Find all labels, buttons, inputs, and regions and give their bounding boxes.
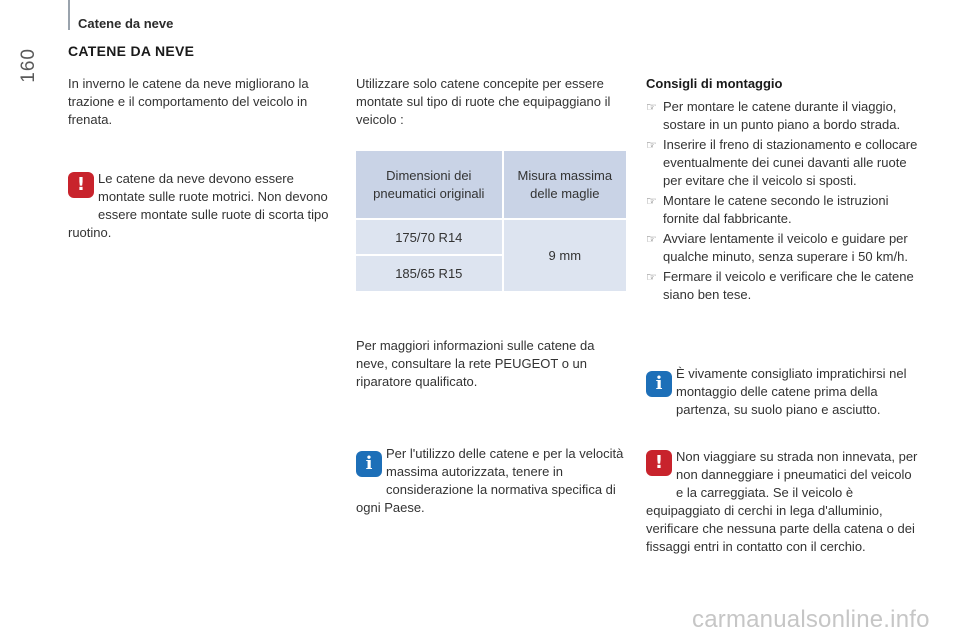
mounting-tips bbox=[646, 75, 918, 306]
info-note-practice bbox=[646, 365, 918, 419]
list-item: ☞ Montare le catene secondo le istruzioni fornite dal fabbricante. bbox=[646, 193, 889, 226]
tyre-chain-table bbox=[356, 151, 626, 291]
table-header-mesh: Misura massima delle maglie bbox=[503, 151, 626, 219]
section-title: CATENE DA NEVE bbox=[68, 43, 195, 59]
list-item: ☞ Avviare lentamente il veicolo e guidare per qualche minuto, senza superare i 50 km/h. bbox=[646, 231, 908, 264]
mounting-tips-heading: Consigli di montaggio bbox=[646, 76, 783, 91]
table-cell-tyre-2: 185/65 R15 bbox=[356, 255, 503, 291]
warning-note-road bbox=[646, 448, 918, 556]
warning-note bbox=[68, 170, 338, 242]
more-info-paragraph: Per maggiori informazioni sulle catene da neve, consultare la rete PEUGEOT o un riparatore qualificato. bbox=[356, 338, 595, 389]
header-divider bbox=[68, 0, 70, 30]
page-number: 160 bbox=[18, 48, 39, 83]
watermark: carmanualsonline.info bbox=[692, 606, 930, 633]
table-cell-mesh: 9 mm bbox=[503, 219, 626, 291]
hand-pointer-icon: ☞ bbox=[646, 138, 657, 152]
info-text-regulations: Per l'utilizzo delle catene e per la velocità massima autorizzata, tenere in considerazione la normativa specifica di ogni Paese. bbox=[356, 446, 624, 515]
info-note-regulations bbox=[356, 445, 626, 517]
warning-icon: ! bbox=[646, 450, 672, 476]
info-icon: i bbox=[646, 371, 672, 397]
warning-text-road: Non viaggiare su strada non innevata, per non danneggiare i pneumatici del veicolo e la carreggiata. Se il veicolo è equipaggiato di cerchi in lega d'alluminio, verificare che nessuna parte della catena o dei fissaggi entri in contatto con il cerchio. bbox=[646, 449, 918, 554]
mounting-tips-list bbox=[646, 98, 918, 304]
list-item: ☞ Inserire il freno di stazionamento e collocare eventualmente dei cunei davanti alle ruote per evitare che il veicolo si sposti. bbox=[646, 137, 918, 188]
info-icon: i bbox=[356, 451, 382, 477]
table-cell-tyre-1: 175/70 R14 bbox=[356, 219, 503, 255]
intro-paragraph: In inverno le catene da neve migliorano la trazione e il comportamento del veicolo in frenata. bbox=[68, 76, 309, 127]
hand-pointer-icon: ☞ bbox=[646, 194, 657, 208]
list-item: ☞ Per montare le catene durante il viaggio, sostare in un punto piano a bordo strada. bbox=[646, 99, 901, 132]
warning-icon: ! bbox=[68, 172, 94, 198]
info-text-practice: È vivamente consigliato impratichirsi nel montaggio delle catene prima della partenza, su suolo piano e asciutto. bbox=[676, 366, 907, 417]
chains-intro: Utilizzare solo catene concepite per essere montate sul tipo di ruote che equipaggiano il veicolo : bbox=[356, 76, 611, 127]
hand-pointer-icon: ☞ bbox=[646, 232, 657, 246]
hand-pointer-icon: ☞ bbox=[646, 270, 657, 284]
list-item: ☞ Fermare il veicolo e verificare che le catene siano ben tese. bbox=[646, 269, 914, 302]
table-header-tyre: Dimensioni dei pneumatici originali bbox=[356, 151, 503, 219]
hand-pointer-icon: ☞ bbox=[646, 100, 657, 114]
warning-text: Le catene da neve devono essere montate sulle ruote motrici. Non devono essere montate sulle ruote di scorta tipo ruotino. bbox=[68, 171, 329, 240]
running-header: Catene da neve bbox=[78, 16, 174, 31]
